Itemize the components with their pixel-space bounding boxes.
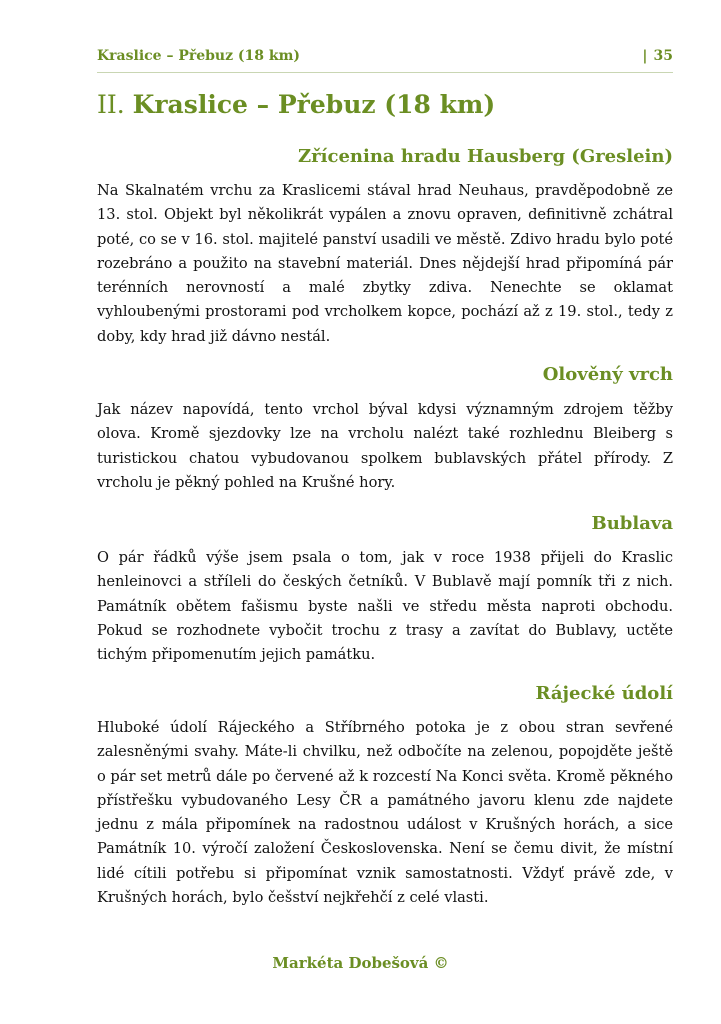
page-number-separator: | bbox=[642, 48, 648, 64]
section-heading-oloveny-vrch: Olověný vrch bbox=[542, 364, 673, 385]
page-number: 35 bbox=[653, 48, 673, 64]
section-text-olov-eny-vrch: Jak název napovídá, tento vrchol býval kdysi významným zdrojem těžby olova. Kromě sjezdovky lze na vrcholu nalézt také rozhlednu Bleiberg s turistickou chatou vybudovanou spolkem bublavských přátel přírody. Z vrcholu je pěkný pohled na Krušné hory. bbox=[97, 401, 673, 491]
section-text-bublava: O pár řádků výše jsem psala o tom, jak v roce 1938 přijeli do Kraslic henleinovci a stříleli do českých četníků. V Bublavě mají pomník tři z nich. Památník obětem fašismu byste našli ve středu města naproti obchodu. Pokud se rozhodnete vybočit trochu z trasy a zavítat do Bublavy, uctěte tichým připomenutím jejich památku. bbox=[97, 549, 673, 664]
section-text-rajecke-udoli: Hluboké údolí Rájeckého a Stříbrného potoka je z obou stran sevřené zalesněnými svahy. Máte-li chvilku, než odbočíte na zelenou, popojděte ještě o pár set metrů dále po červené až k rozcestí Na Konci světa. Kromě pěkného přístřešku vybudovaného Lesy ČR a památného javoru klenu zde najdete jednu z mála připomínek na radostnou událost v Krušných horách, a sice Památník 10. výročí založení Československa. Není se čemu divit, že místní lidé cítili potřebu si připomínat vznik samostatnosti. Vždyť právě zde, v Krušných horách, bylo češství nejkřehčí z celé vlasti. bbox=[97, 719, 673, 907]
running-title: Kraslice – Přebuz (18 km) bbox=[97, 48, 301, 64]
chapter-name: Kraslice – Přebuz (18 km) bbox=[132, 90, 496, 119]
footer-author: Markéta Dobešová © bbox=[272, 954, 449, 972]
section-heading-hausberg: Zřícenina hradu Hausberg (Greslein) bbox=[298, 146, 673, 167]
chapter-number: II. bbox=[97, 90, 125, 119]
page-number-group bbox=[642, 48, 673, 64]
chapter-title bbox=[97, 90, 495, 119]
section-heading-rajecke-udoli: Rájecké údolí bbox=[535, 683, 673, 704]
running-header bbox=[97, 48, 673, 73]
section-heading-bublava: Bublava bbox=[591, 513, 673, 534]
section-text-hausberg: Na Skalnatém vrchu za Kraslicemi stával hrad Neuhaus, pravděpodobně ze 13. stol. Objekt byl několikrát vypálen a znovu opraven, definitivně zchátral poté, co se v 16. stol. majitelé panství usadili ve městě. Zdivo hradu bylo poté rozebráno a použito na stavební materiál. Dnes nějdejší hrad připomíná pár terénních nerovností a malé zbytky zdiva. Nenechte se oklamat vyhloubenými prostorami pod vrcholkem kopce, pochází až z 19. stol., tedy z doby, kdy hrad již dávno nestál. bbox=[97, 182, 673, 345]
